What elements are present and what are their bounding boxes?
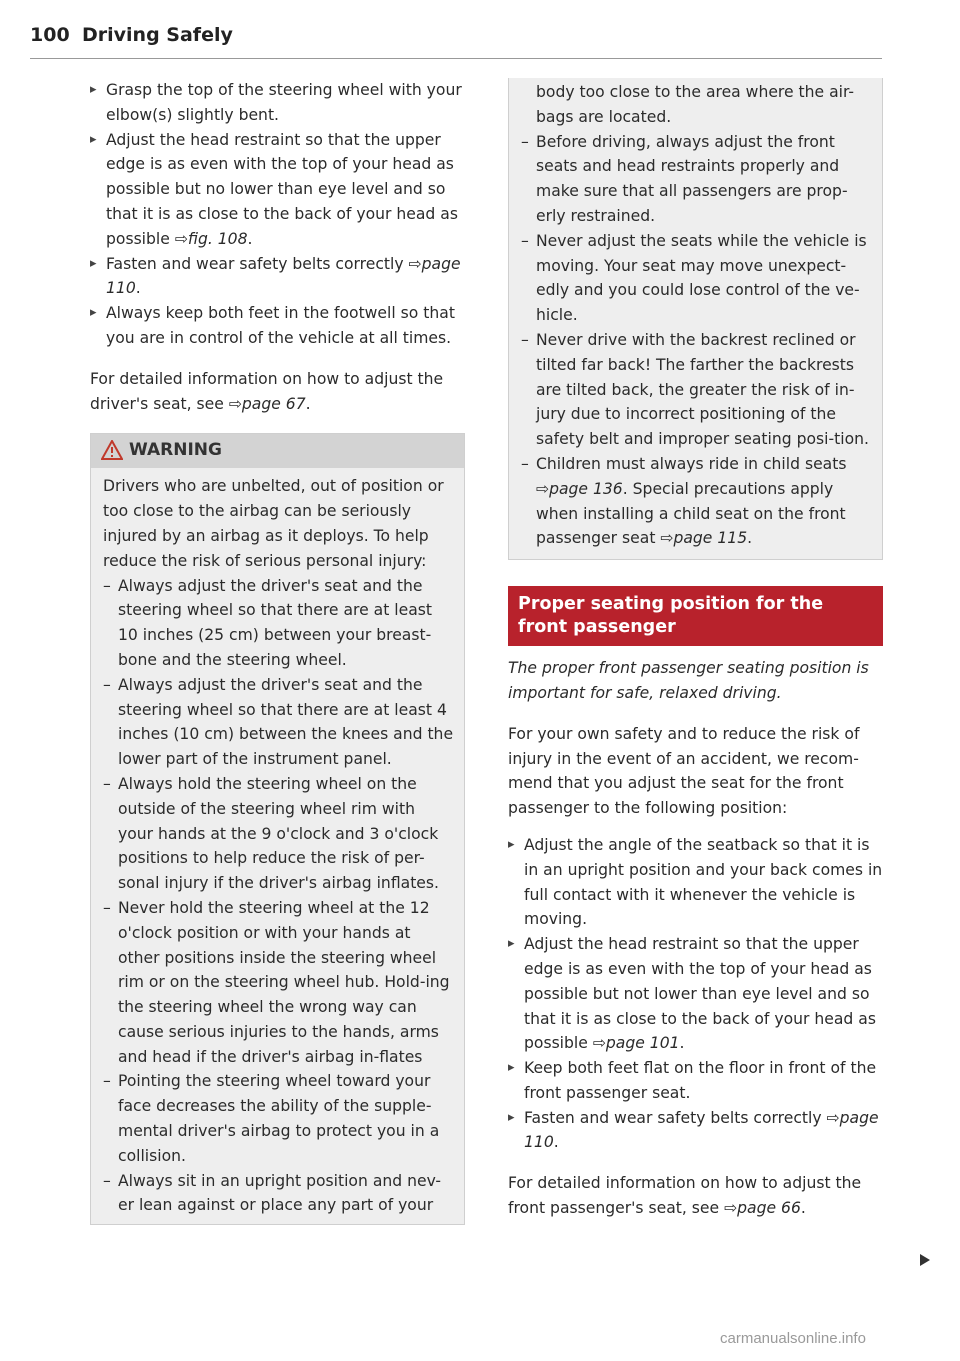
paragraph: For your own safety and to reduce the risk of injury in the event of an accident, we recom-mend that you adjust the seat for the front passenger to the following position: [508,724,860,818]
warning-item: – Always adjust the driver's seat and the steering wheel so that there are at least 10 inches (25 cm) between your breast-bone and the steering wheel. [103,574,454,673]
warning-item: – Before driving, always adjust the front seats and head restraints properly and make sure that all passengers are prop-erly restrained. [521,130,872,229]
list-item: ▸ Always keep both feet in the footwell so that you are in control of the vehicle at all times. [90,301,465,351]
list-item: ▸ Adjust the head restraint so that the upper edge is as even with the top of your head as possible but no lower than eye level and so that it is as close to the back of your head as possible ⇨fig. 108. [90,128,465,252]
warning-title: WARNING [129,440,222,461]
page-number: 100 [30,24,70,46]
left-column [90,78,465,1225]
page-link[interactable]: ⇨page 110 [524,1108,879,1152]
page-link[interactable]: ⇨page 136 [536,479,623,498]
list-item: ▸ Grasp the top of the steering wheel with your elbow(s) slightly bent. [90,78,465,128]
page-header [30,22,882,59]
page-link[interactable]: ⇨page 66 [724,1199,801,1218]
warning-item: body too close to the area where the air-bags are located. [536,83,855,126]
list-item: ▸ Fasten and wear safety belts correctly ⇨page 110. [508,1106,883,1156]
chapter-title: Driving Safely [82,24,233,46]
paragraph: For detailed information on how to adjust the front passenger's seat, see ⇨page 66. [508,1174,862,1218]
warning-triangle-icon [101,440,123,460]
warning-item: – Always adjust the driver's seat and the steering wheel so that there are at least 4 inches (10 cm) between the knees and the lower part of the instrument panel. [103,673,454,772]
section-intro: The proper front passenger seating position is important for safe, relaxed driving. [508,659,869,702]
warning-box-continued [508,78,883,560]
paragraph: For detailed information on how to adjust the driver's seat, see ⇨page 67. [90,369,444,413]
warning-item: – Children must always ride in child seats ⇨page 136. Special precautions apply when installing a child seat on the front passenger seat ⇨page 115. [521,452,872,551]
warning-item: – Never adjust the seats while the vehicle is moving. Your seat may move unexpect-edly and you could lose control of the ve-hicle. [521,229,872,328]
list-item: ▸ Fasten and wear safety belts correctly ⇨page 110. [90,252,465,302]
page-link[interactable]: ⇨page 67 [228,394,306,413]
page-link[interactable]: ⇨page 101 [592,1034,680,1053]
warning-item: – Never hold the steering wheel at the 12 o'clock position or with your hands at other positions inside the steering wheel rim or on the steering wheel hub. Hold-ing the steering wheel the wrong way can cause serious injuries to the hands, arms and head if the driver's airbag in-flates [103,896,454,1070]
warning-header [91,434,464,468]
section-heading: Proper seating position for the front passenger [508,586,883,646]
warning-item: – Always sit in an upright position and nev-er lean against or place any part of your [103,1169,454,1219]
watermark: carmanualsonline.info [720,1330,866,1347]
warning-item: – Never drive with the backrest reclined or tilted far back! The farther the backrests are tilted back, the greater the risk of in-jury due to incorrect positioning of the safety belt and improper seating posi-tion. [521,328,872,452]
page-link[interactable]: ⇨page 110 [106,254,461,298]
warning-item: – Pointing the steering wheel toward your face decreases the ability of the supple-mental driver's airbag to protect you in a collision. [103,1069,454,1168]
warning-item: – Always hold the steering wheel on the outside of the steering wheel rim with your hands at the 9 o'clock and 3 o'clock positions to help reduce the risk of per-sonal injury if the driver's airbag inflates. [103,772,454,896]
continue-arrow-icon [920,1254,930,1266]
page-link[interactable]: ⇨page 115 [660,529,748,548]
list-item: ▸ Keep both feet flat on the floor in front of the front passenger seat. [508,1056,883,1106]
right-column [508,78,883,1221]
list-item: ▸ Adjust the angle of the seatback so that it is in an upright position and your back comes in full contact with it whenever the vehicle is moving. [508,833,883,932]
list-item: ▸ Adjust the head restraint so that the upper edge is as even with the top of your head as possible but not lower than eye level and so that it is as close to the back of your head as possible ⇨page 101. [508,932,883,1056]
warning-intro: Drivers who are unbelted, out of position or too close to the airbag can be seriously injured by an airbag as it deploys. To help reduce the risk of serious personal injury: [103,477,444,570]
warning-box [90,433,465,1225]
figure-link[interactable]: ⇨fig. 108 [174,229,248,248]
